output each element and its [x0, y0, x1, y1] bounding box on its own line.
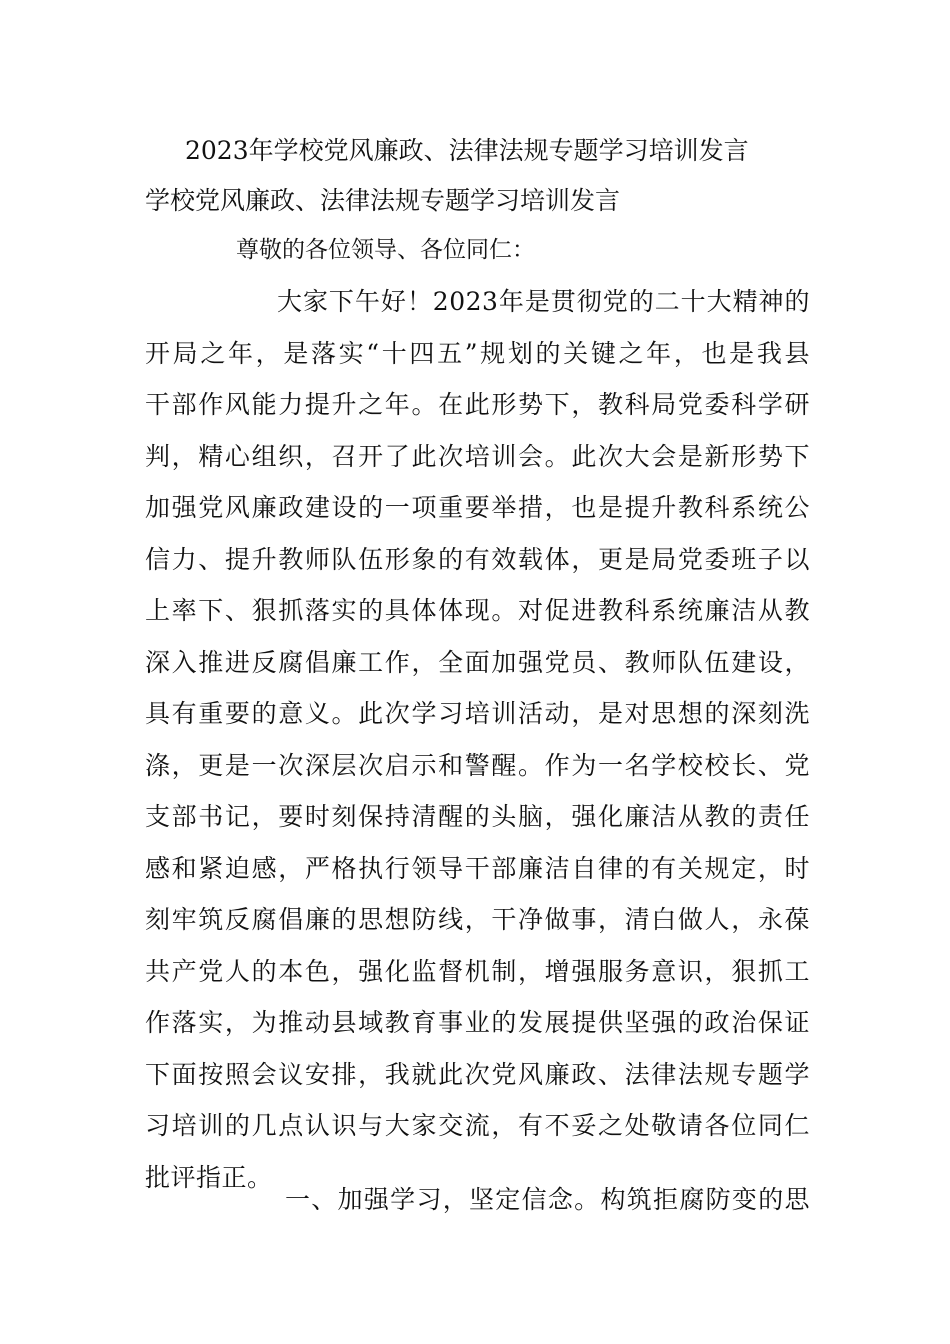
- paragraph-line: 大家下午好！2023年是贯彻党的二十大精神的: [277, 287, 810, 316]
- paragraph-line: 加强党风廉政建设的一项重要举措，也是提升教科系统公: [145, 493, 810, 522]
- paragraph-line: 判，精心组织，召开了此次培训会。此次大会是新形势下: [145, 441, 810, 471]
- document-title: 2023年学校党风廉政、法律法规专题学习培训发言: [185, 136, 749, 165]
- paragraph-line: 批评指正。: [145, 1162, 273, 1192]
- paragraph-line: 共产党人的本色，强化监督机制，增强服务意识，狠抓工: [145, 956, 810, 986]
- document-subtitle: 学校党风廉政、法律法规专题学习培训发言: [145, 186, 621, 215]
- paragraph-line: 感和紧迫感，严格执行领导干部廉洁自律的有关规定，时: [145, 853, 810, 883]
- paragraph-line: 深入推进反腐倡廉工作，全面加强党员、教师队伍建设，: [145, 647, 810, 677]
- paragraph-line: 作落实，为推动县域教育事业的发展提供坚强的政治保证: [145, 1008, 810, 1037]
- paragraph-line: 下面按照会议安排，我就此次党风廉政、法律法规专题学: [145, 1059, 810, 1089]
- paragraph-line: 干部作风能力提升之年。在此形势下，教科局党委科学研: [145, 390, 810, 419]
- paragraph-line: 习培训的几点认识与大家交流，有不妥之处敬请各位同仁: [145, 1111, 810, 1140]
- paragraph-line: 开局之年，是落实“十四五”规划的关键之年，也是我县: [145, 338, 810, 368]
- paragraph-line: 涤，更是一次深层次启示和警醒。作为一名学校校长、党: [145, 750, 810, 780]
- paragraph-line: 信力、提升教师队伍形象的有效载体，更是局党委班子以: [145, 544, 810, 574]
- body-paragraph: [145, 283, 810, 1210]
- section-heading: 一、加强学习，坚定信念。构筑拒腐防变的思: [285, 1185, 810, 1214]
- salutation: 尊敬的各位领导、各位同仁：: [236, 237, 535, 263]
- paragraph-line: 支部书记，要时刻保持清醒的头脑，强化廉洁从教的责任: [145, 802, 810, 831]
- paragraph-line: 上率下、狠抓落实的具体体现。对促进教科系统廉洁从教: [145, 596, 810, 625]
- paragraph-line: 刻牢筑反腐倡廉的思想防线，干净做事，清白做人，永葆: [145, 905, 810, 934]
- paragraph-line: 具有重要的意义。此次学习培训活动，是对思想的深刻洗: [145, 699, 810, 728]
